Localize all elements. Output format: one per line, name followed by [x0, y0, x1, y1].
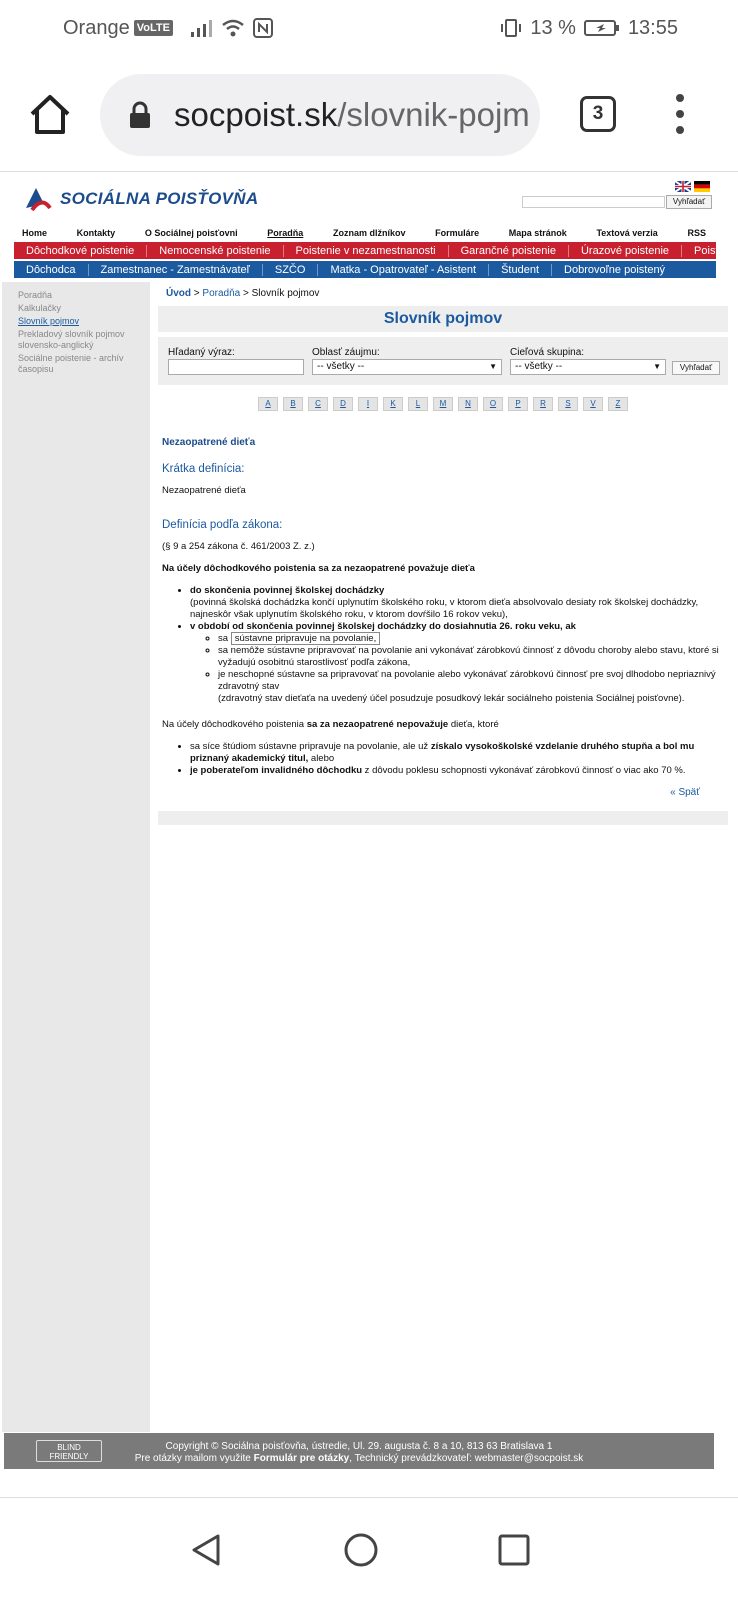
topnav-kontakty[interactable]: Kontakty [76, 228, 116, 238]
carrier-name: Orange [63, 16, 130, 39]
battery-percent: 13 % [530, 16, 576, 39]
german-flag-icon[interactable] [694, 181, 710, 192]
search-term-label: Hľadaný výraz: [168, 347, 235, 358]
list-item [190, 741, 724, 765]
law-reference: (§ 9 a 254 zákona č. 461/2003 Z. z.) [162, 541, 315, 552]
carrier [63, 17, 173, 40]
list-item-text: alebo [308, 753, 335, 764]
bluenav-matka[interactable]: Matka - Opatrovateľ - Asistent [318, 264, 489, 276]
letter-v[interactable]: V [583, 397, 603, 411]
vibrate-icon [500, 18, 522, 38]
list-item [190, 621, 724, 705]
content-bottom-bar [158, 811, 728, 825]
logo-text: SOCIÁLNA POISŤOVŇA [60, 189, 259, 208]
bluenav-zamestnanec[interactable]: Zamestnanec - Zamestnávateľ [89, 264, 263, 276]
footer-copyright: Copyright © Sociálna poisťovňa, ústredie, Ul. 29. augusta č. 8 a 10, 813 63 Bratislava 1 [165, 1441, 553, 1452]
highlighted-text: sústavne pripravuje na povolanie, [231, 632, 381, 645]
short-definition-text: Nezaopatrené dieťa [162, 485, 246, 496]
bluenav-szco[interactable]: SZČO [263, 264, 319, 276]
topnav-poradna[interactable]: Poradňa [267, 228, 304, 238]
list-item-text: sa síce štúdiom sústavne pripravuje na povolanie, ale už [190, 741, 431, 752]
logo-icon [24, 186, 52, 212]
list-item-text: z dôvodu poklesu schopnosti vykonávať zárobkovú činnosť o viac ako 70 %. [362, 765, 686, 776]
search-term-input[interactable] [168, 359, 304, 375]
insurance-type-nav [14, 242, 731, 259]
sidebar-item-archiv-casopisu[interactable]: Sociálne poistenie - archív časopisu [18, 353, 124, 374]
breadcrumb-current: Slovník pojmov [251, 288, 320, 299]
condition-list [190, 633, 724, 705]
glossary-entry [158, 437, 728, 799]
list-item-text: (povinná školská dochádzka končí uplynutím školského roku, v ktorom dieťa absolvovalo desiaty rok školskej dochádzky, najneskôr však uplynutím školského roku, v ktorom dovŕšilo 16 rokov veku), [190, 597, 699, 620]
back-icon[interactable] [188, 1532, 224, 1568]
letter-p[interactable]: P [508, 397, 528, 411]
target-group-label: Cieľová skupina: [510, 347, 585, 358]
topnav-textova-verzia[interactable]: Textová verzia [596, 228, 658, 238]
search-filter [158, 337, 728, 385]
area-label: Oblasť záujmu: [312, 347, 380, 358]
sub-list-item [218, 633, 724, 645]
list-item-title: v období od skončenia povinnej školskej dochádzky do dosiahnutia 26. roku veku, ak [190, 621, 576, 632]
browser-toolbar [0, 56, 738, 172]
topnav-o-socialnej-poistovni[interactable]: O Sociálnej poisťovni [144, 228, 238, 238]
sidebar-item-slovnik-pojmov[interactable]: Slovník pojmov [18, 316, 80, 326]
letter-l[interactable]: L [408, 397, 428, 411]
list-item [190, 765, 724, 777]
home-icon[interactable] [28, 92, 72, 136]
sidebar-item-prekladovy-slovnik[interactable]: Prekladový slovník pojmov slovensko-anglický [18, 329, 125, 350]
rednav-urazove[interactable]: Úrazové poistenie [569, 245, 682, 257]
topnav-rss[interactable]: RSS [687, 228, 706, 238]
volte-badge: VoLTE [134, 20, 173, 36]
back-link[interactable]: « Späť [670, 787, 700, 798]
nfc-icon [253, 18, 273, 38]
signal-icons [191, 18, 273, 38]
letter-a[interactable]: A [258, 397, 278, 411]
bluenav-dochodca[interactable]: Dôchodca [14, 264, 89, 276]
alphabet-index [158, 397, 728, 411]
footer-contact [4, 1453, 714, 1465]
chevron-down-icon: ▼ [653, 362, 661, 371]
filter-search-button[interactable]: Vyhľadať [672, 361, 720, 375]
top-navigation [14, 228, 714, 241]
url-host: socpoist.sk [174, 96, 338, 133]
area-select-value: -- všetky -- [317, 361, 365, 372]
letter-c[interactable]: C [308, 397, 328, 411]
list-item-bold: je poberateľom invalidného dôchodku [190, 765, 363, 776]
topnav-mapa-stranok[interactable]: Mapa stránok [508, 228, 567, 238]
chevron-down-icon: ▼ [489, 362, 497, 371]
tab-switcher-button[interactable]: 3 [580, 96, 616, 132]
rednav-nemocenske[interactable]: Nemocenské poistenie [147, 245, 283, 257]
topnav-zoznam-dlznikov[interactable]: Zoznam dlžníkov [332, 228, 406, 238]
list-item-title: do skončenia povinnej školskej dochádzky [190, 585, 385, 596]
letter-k[interactable]: K [383, 397, 403, 411]
exclusion-text: Na účely dôchodkového poistenia [162, 719, 307, 730]
breadcrumb-separator: > [240, 288, 252, 299]
exclusion-text: dieťa, ktoré [448, 719, 499, 730]
sub-list-item [218, 669, 724, 705]
letter-o[interactable]: O [483, 397, 503, 411]
wifi-icon [221, 19, 245, 37]
site-footer [4, 1433, 714, 1469]
sidebar [2, 282, 150, 1432]
page-title: Slovník pojmov [158, 306, 728, 332]
letter-r[interactable]: R [533, 397, 553, 411]
letter-s[interactable]: S [558, 397, 578, 411]
definition-intro: Na účely dôchodkového poistenia sa za nezaopatrené považuje dieťa [162, 563, 475, 574]
recents-icon[interactable] [496, 1532, 532, 1568]
sub-list-item-text: je neschopné sústavne sa pripravovať na povolanie alebo vykonávať zárobkovú činnosť pre svoj dlhodobo nepriaznivý zdravotný stav [218, 669, 716, 692]
rednav-poistne[interactable]: Poistné [694, 244, 731, 257]
question-form-link[interactable]: Formulár pre otázky [253, 1453, 350, 1464]
breadcrumb-home[interactable]: Úvod [166, 288, 191, 299]
bluenav-student[interactable]: Študent [489, 264, 552, 276]
rednav-nezamestnanost[interactable]: Poistenie v nezamestnanosti [284, 245, 449, 257]
breadcrumb-poradna[interactable]: Poradňa [202, 288, 241, 299]
address-bar[interactable] [100, 74, 540, 156]
battery-icon [584, 19, 620, 37]
footer-contact-text: Pre otázky mailom využite [134, 1453, 254, 1464]
exclusion-bold: sa za nezaopatrené nepovažuje [306, 719, 449, 730]
audience-nav [14, 261, 716, 278]
sub-list-item: ◦ sa nemôže sústavne pripravovať na povolanie ani vykonávať zárobkovú činnosť z dôvodu choroby alebo stavu, ktoré si vyžadujú osobitnú starostlivosť podľa zákona, [218, 645, 724, 669]
bluenav-dobrovolne[interactable]: Dobrovoľne poistený [564, 263, 666, 276]
breadcrumb [158, 282, 728, 306]
home-circle-icon[interactable] [343, 1532, 379, 1568]
sub-list-item-text: sa [218, 633, 231, 644]
breadcrumb-separator: > [191, 288, 203, 299]
more-menu-icon[interactable] [670, 94, 690, 134]
system-nav-bar [0, 1497, 738, 1600]
status-bar [0, 0, 738, 56]
list-item [190, 585, 724, 621]
letter-n[interactable]: N [458, 397, 478, 411]
rednav-dochodkove[interactable]: Dôchodkové poistenie [14, 245, 147, 257]
site-logo[interactable] [24, 186, 258, 212]
lock-icon [128, 101, 152, 129]
target-group-select-value: -- všetky -- [515, 361, 563, 372]
area-select[interactable] [312, 359, 502, 375]
letter-i[interactable]: I [358, 397, 378, 411]
site-search-input[interactable] [522, 196, 665, 208]
law-definition-heading: Definícia podľa zákona: [162, 519, 283, 531]
site-search-button[interactable]: Vyhľadať [666, 195, 712, 209]
language-flags [675, 181, 710, 192]
sidebar-item-poradna[interactable]: Poradňa [18, 290, 53, 300]
letter-b[interactable]: B [283, 397, 303, 411]
main-content [158, 282, 728, 825]
letter-d[interactable]: D [333, 397, 353, 411]
exclusion-list [162, 741, 724, 777]
letter-m[interactable]: M [433, 397, 453, 411]
sidebar-item-kalkulacky[interactable]: Kalkulačky [18, 303, 62, 313]
signal-icon [191, 19, 213, 37]
blind-friendly-badge[interactable]: BLIND FRIENDLY [36, 1440, 102, 1462]
rednav-garancne[interactable]: Garančné poistenie [449, 245, 569, 257]
entry-term: Nezaopatrené dieťa [162, 437, 256, 448]
list-item-bold: získalo vysokoškolské vzdelanie druhého stupňa a bol mu priznaný akademický titul, [190, 741, 695, 764]
clock: 13:55 [627, 16, 678, 39]
letter-z[interactable]: Z [608, 397, 628, 411]
english-flag-icon[interactable] [675, 181, 691, 192]
exclusion-intro [162, 719, 724, 731]
target-group-select[interactable] [510, 359, 666, 375]
sub-list-item-note: (zdravotný stav dieťaťa na uvedený účel posudzuje posudkový lekár sociálneho poistenia Sociálnej poisťovne). [218, 693, 685, 704]
web-page [0, 172, 738, 1497]
short-definition-heading: Krátka definícia: [162, 463, 245, 475]
topnav-formulare[interactable]: Formuláre [435, 228, 480, 238]
definition-list [162, 585, 724, 705]
url-path: /slovnik-pojm [337, 96, 530, 133]
topnav-home[interactable]: Home [22, 228, 48, 238]
footer-contact-text: , Technický prevádzkovateľ: webmaster@socpoist.sk [349, 1453, 584, 1464]
